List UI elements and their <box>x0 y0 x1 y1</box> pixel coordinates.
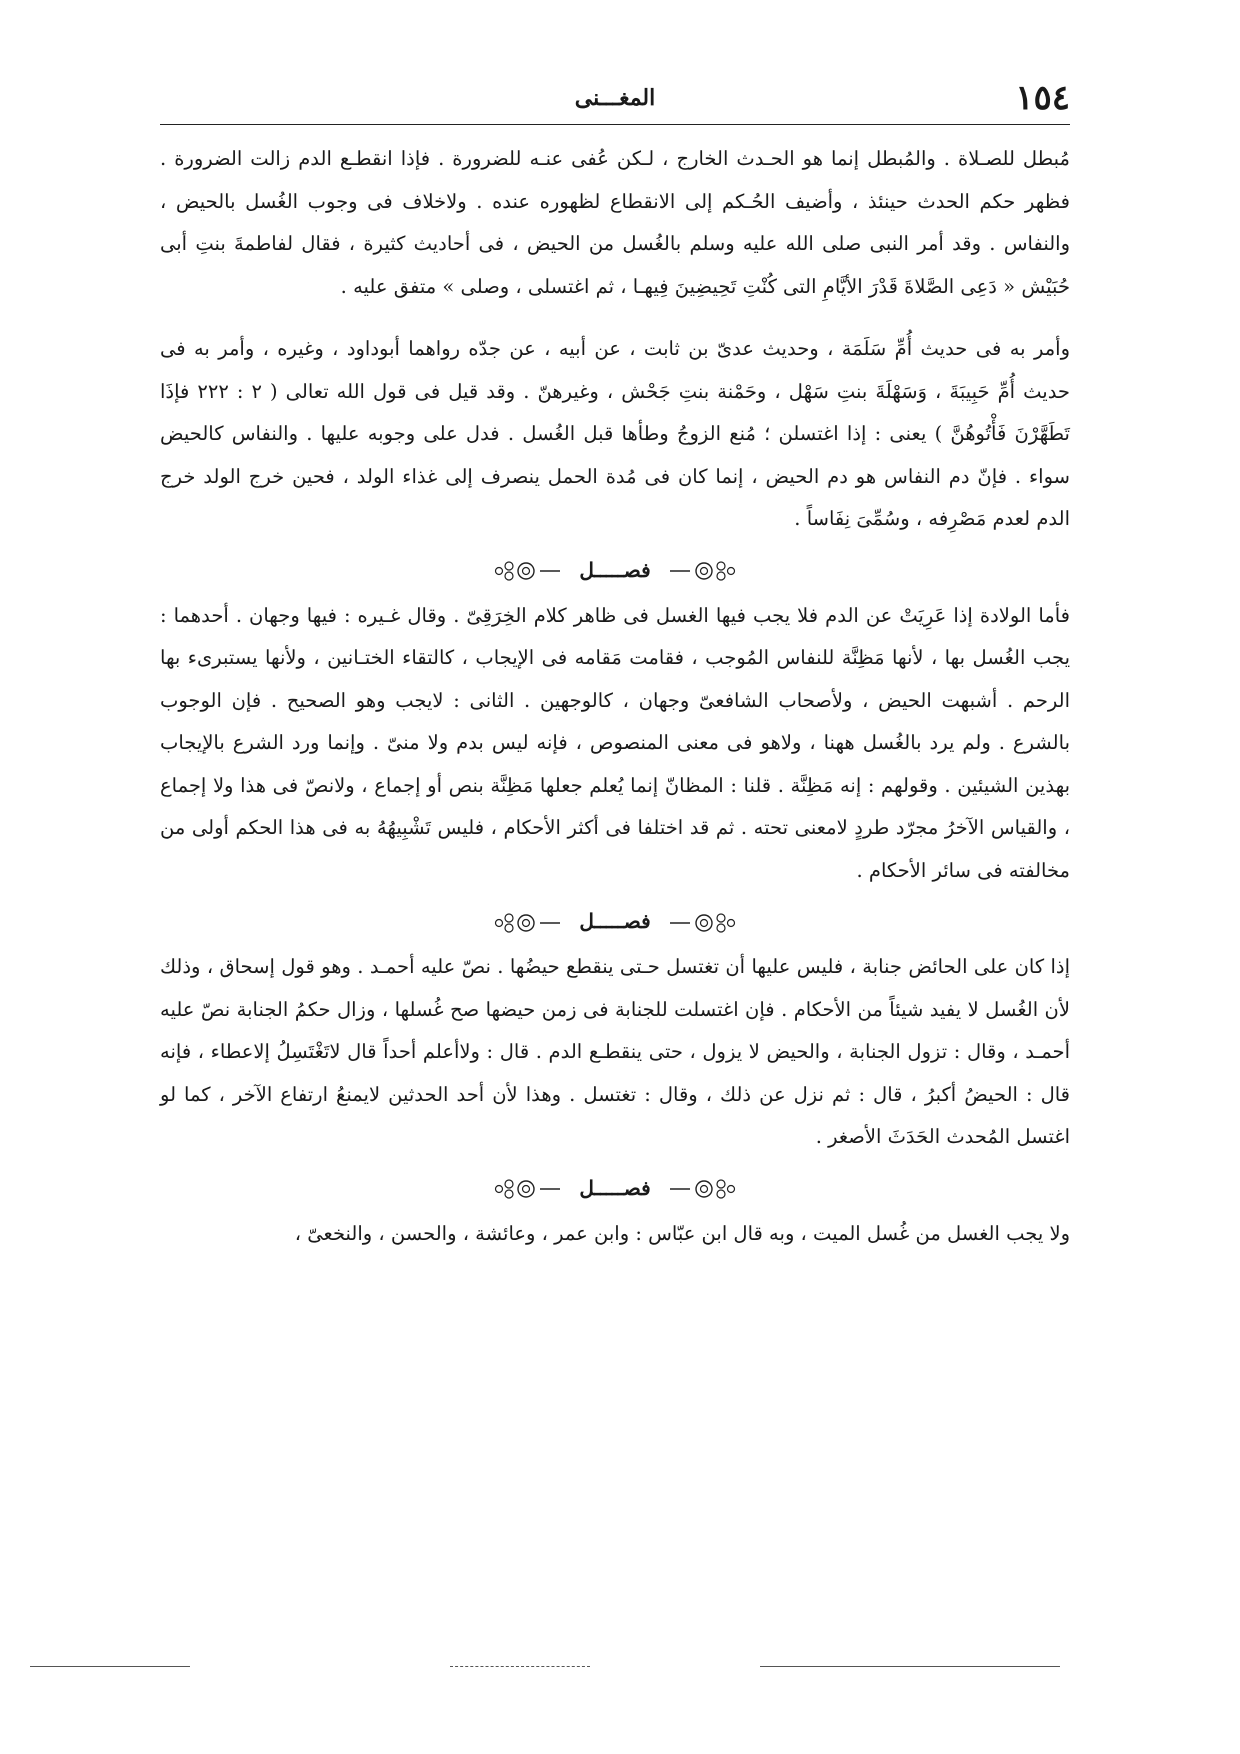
section-heading-label: فصـــــل <box>579 909 651 933</box>
ornament-icon <box>492 560 562 582</box>
footer-rule <box>450 1666 590 1667</box>
paragraph: إذا كان على الحائض جنابة ، فليس عليها أن تغتسل حـتى ينقطع حيضُها . نصّ عليه أحمـد . وهو قول إسحاق ، وذلك لأن الغُسل لا يفيد شيئاً من الأحكام . فإن اغتسلت للجنابة فى زمن حيضها صح غُسلها ، وزال حكمُ الجنابة نصّ عليه أحمـد ، وقال : تزول الجنابة ، والحيض لا يزول ، حتى ينقطـع الدم . قال : ولاأعلم أحداً قال لاتَغْتَسِلُ إلاعطاء ، فإنه قال : الحيضُ أكبرُ ، قال : ثم نزل عن ذلك ، وقال : تغتسل . وهذا لأن أحد الحدثين لايمنعُ ارتفاع الآخر ، كما لو اغتسل المُحدث الحَدَثَ الأصغر . <box>160 955 1070 1148</box>
paragraph: ولا يجب الغسل من غُسل الميت ، وبه قال ابن عبّاس : وابن عمر ، وعائشة ، والحسن ، والنخعىّ ، <box>294 1221 1070 1245</box>
header-rule <box>160 124 1070 125</box>
page-header <box>160 78 1070 118</box>
paragraph: مُبطل للصـلاة . والمُبطل إنما هو الحـدث الخارج ، لـكن عُفى عنـه للضرورة . فإذا انقطـع الدم زالت الضرورة . فظهر حكم الحدث حينئذ ، وأضيف الحُـكم إلى الانقطاع لظهوره عنده . ولاخلاف فى وجوب الغُسل بالحيض ، والنفاس . وقد أمر النبى صلى الله عليه وسلم بالغُسل من الحيض ، فى أحاديث كثيرة ، فقال لفاطمةَ بنتِ أبى حُبَيْش « دَعِى الصَّلاةَ قَدْرَ الأيَّامِ التى كُنْتِ تَحِيضِينَ فِيهـا ، ثم اغتسلى ، وصلى » متفق عليه . <box>160 147 1070 298</box>
running-title: المغـــنى <box>574 85 656 111</box>
section-heading-label: فصـــــل <box>579 557 651 582</box>
ornament-icon <box>668 560 738 582</box>
paragraph: فأما الولادة إذا عَرِيَتْ عن الدم فلا يجب فيها الغسل فى ظاهر كلام الخِرَقِىّ . وقال غـيره : فيها وجهان . أحدهما : يجب الغُسل بها ، لأنها مَظِنَّة للنفاس المُوجب ، فقامت مَقامه فى الإيجاب ، كالتقاء الختـانين ، ولأنها يستبرىء بها الرحم . أشبهت الحيض ، ولأصحاب الشافعىّ وجهان ، كالوجهين . الثانى : لايجب وهو الصحيح . فإن الوجوب بالشرع . ولم يرد بالغُسل ههنا ، ولاهو فى معنى المنصوص ، فإنه ليس بدم ولا منىّ . وإنما ورد الشرع بالإيجاب بهذين الشيئين . وقولهم : إنه مَظِنَّة . قلنا : المظانّ إنما يُعلم جعلها مَظِنَّة بنص أو إجماع ، ولانصّ فى هذا ولا إجماع ، والقياس الآخرُ مجرّد طردٍ لامعنى تحته . ثم قد اختلفا فى أكثر الأحكام ، فليس تَشْبِيهُهُ به فى هذا الحكم أولى من مخالفته فى سائر الأحكام . <box>160 603 1070 882</box>
section-heading <box>160 547 1070 593</box>
ornament-icon <box>492 1178 562 1200</box>
footer-rule <box>30 1666 190 1667</box>
ornament-icon <box>492 912 562 934</box>
page-body <box>160 138 1070 1255</box>
page-number: ١٥٤ <box>1015 78 1070 118</box>
footer-rule <box>760 1666 1060 1667</box>
ornament-icon <box>668 912 738 934</box>
section-heading <box>160 898 1070 944</box>
ornament-icon <box>668 1178 738 1200</box>
paragraph: وأمر به فى حديث أُمِّ سَلَمَة ، وحديث عدىّ بن ثابت ، عن أبيه ، عن جدّه رواهما أبوداود ، وغيره ، وأمر به فى حديث أُمِّ حَبِيبَةَ ، وَسَهْلَةَ بنتِ سَهْل ، وحَمْنة بنتِ جَحْش ، وغيرهنّ . وقد قيل فى قول الله تعالى ( ٢ : ٢٢٢ فإذَا تَطَهَّرْنَ فَأْتُوهُنَّ ) يعنى : إذا اغتسلن ؛ مُنع الزوجُ وطأها قبل الغُسل . فدل على وجوبه عليها . والنفاس كالحيض سواء . فإنّ دم النفاس هو دم الحيض ، إنما كان فى مُدة الحمل ينصرف إلى غذاء الولد ، فحين خرج الولد خرج الدم لعدم مَصْرِفه ، وسُمِّىَ نِفَاساً . <box>160 337 1070 530</box>
section-heading <box>160 1165 1070 1211</box>
section-heading-label: فصـــــل <box>579 1175 651 1200</box>
